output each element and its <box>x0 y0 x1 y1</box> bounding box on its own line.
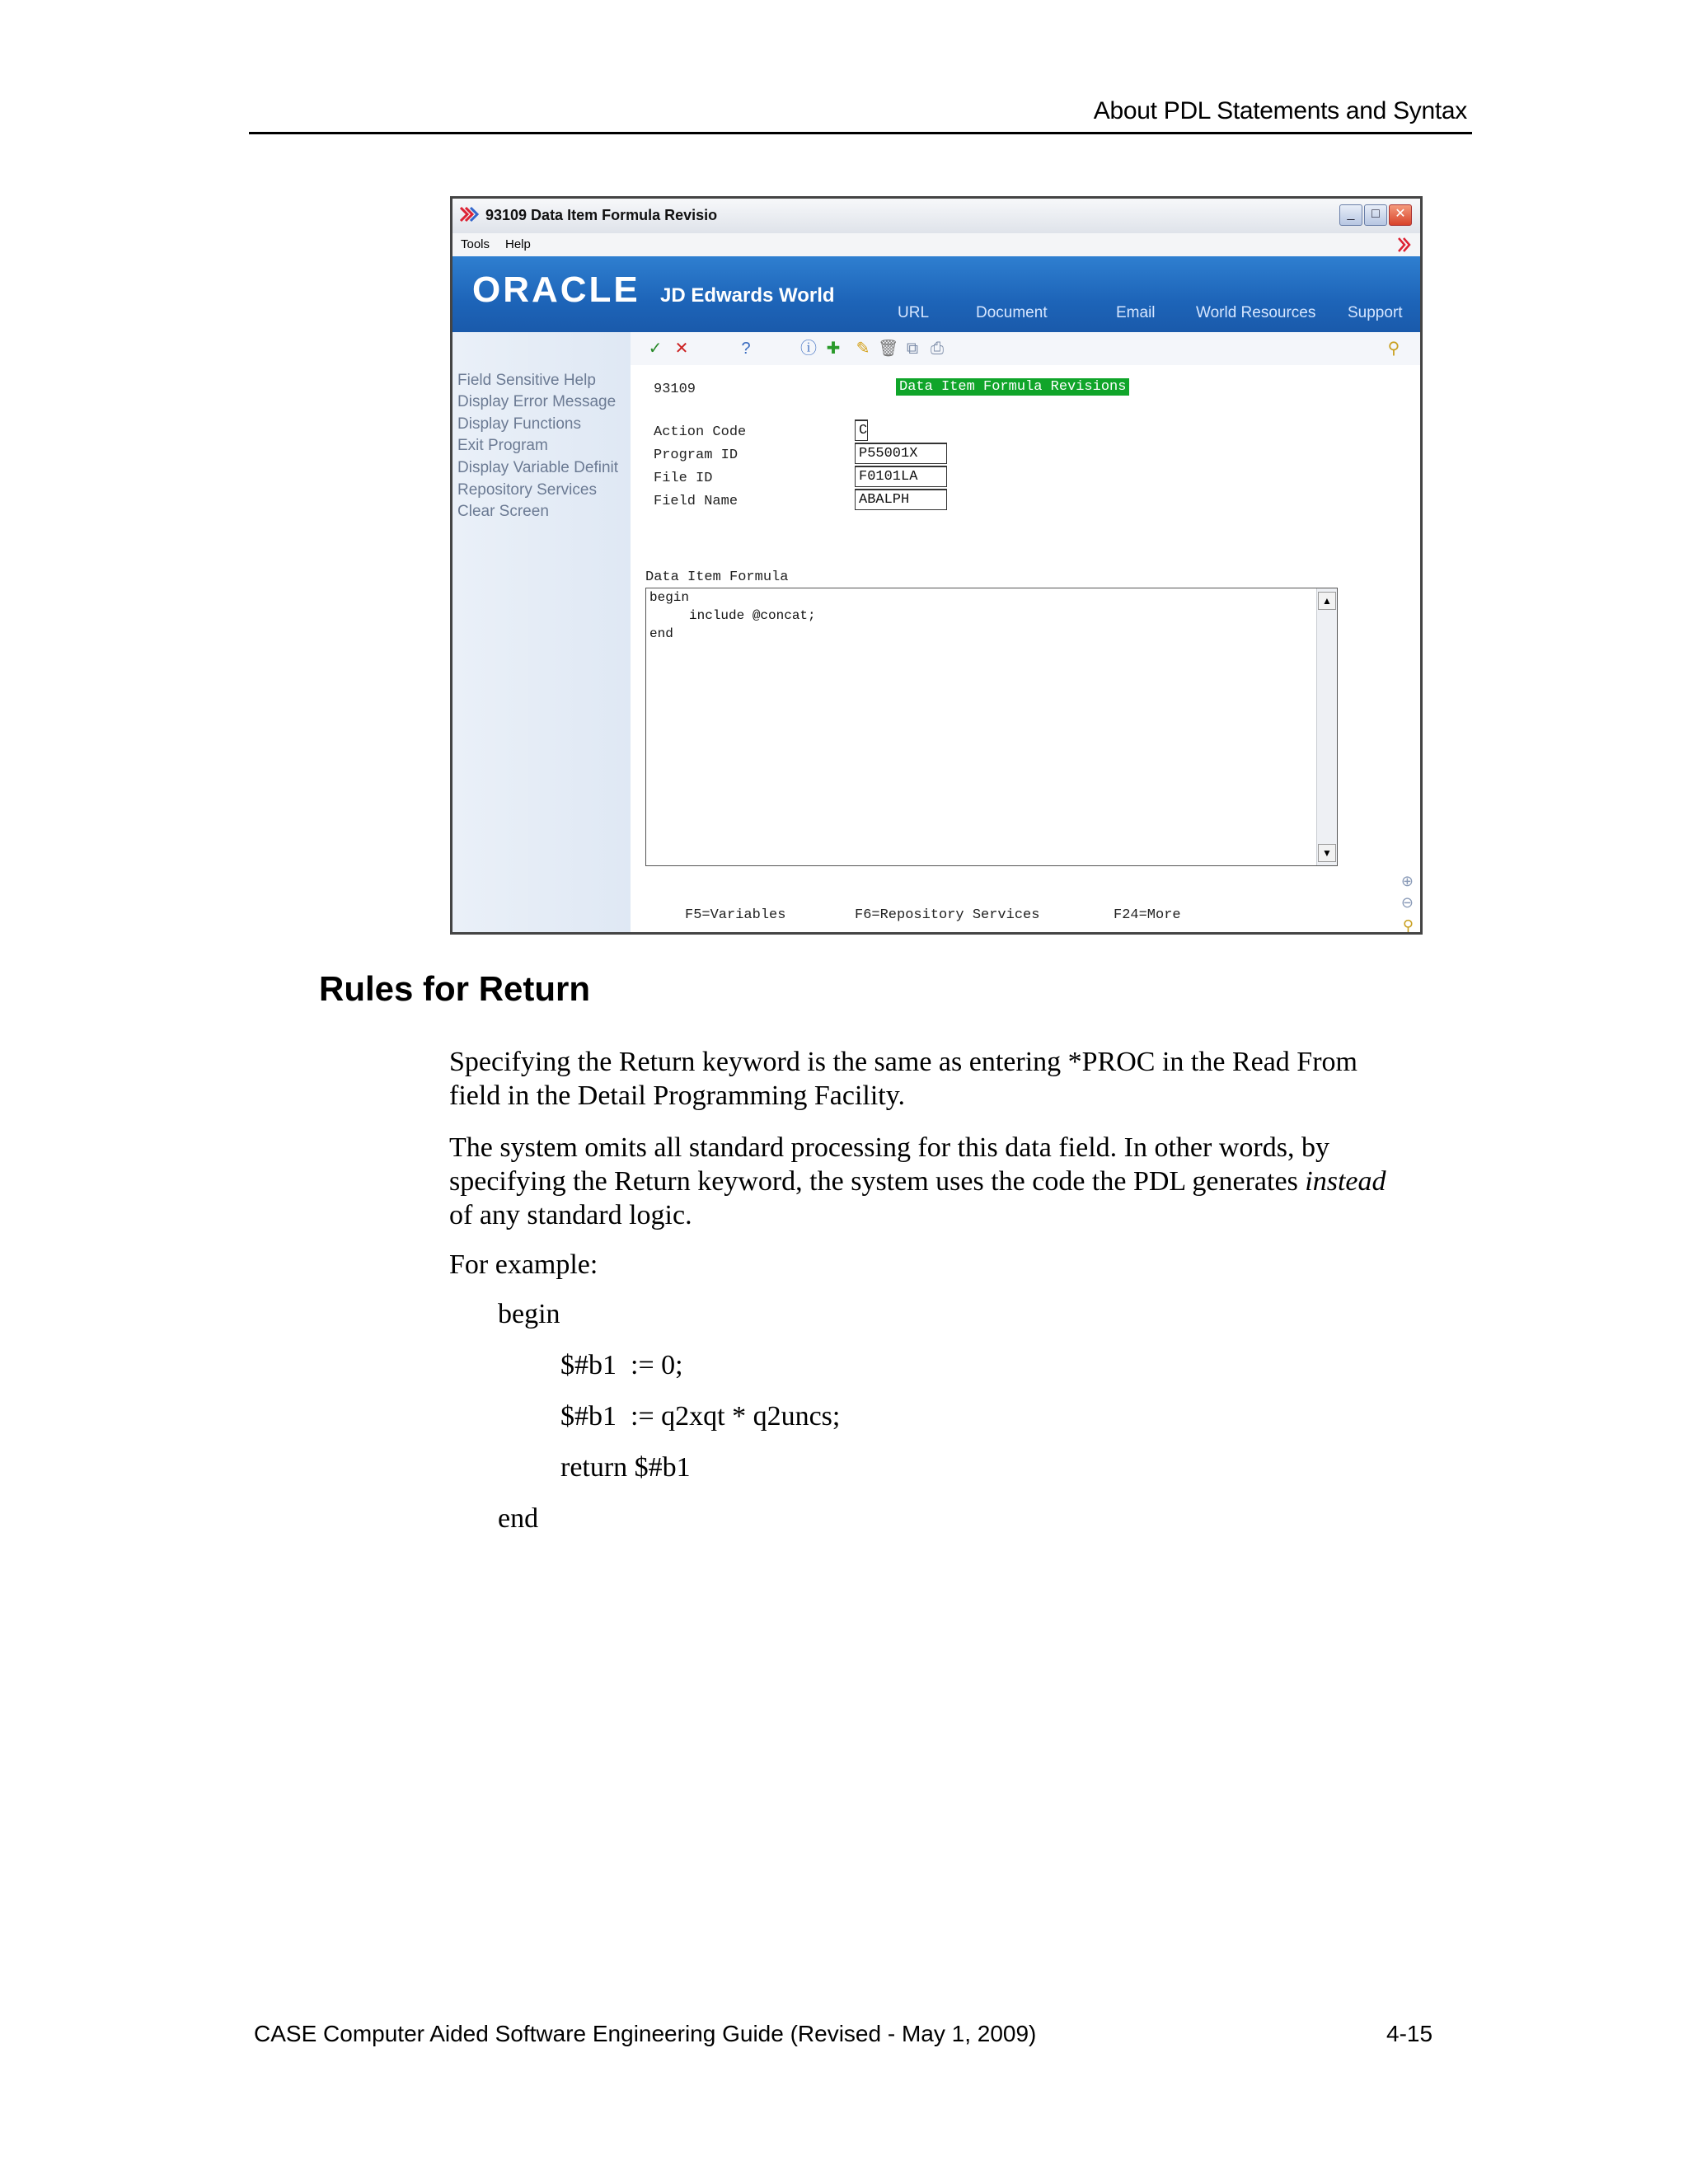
sidebar-item-display-error-message[interactable]: Display Error Message <box>457 393 617 410</box>
sidebar-item-display-variable[interactable]: Display Variable Definit <box>457 459 619 476</box>
help-icon[interactable]: ? <box>741 340 751 358</box>
copy-icon[interactable]: ⧉ <box>906 340 919 358</box>
sidebar-item-clear-screen[interactable]: Clear Screen <box>457 503 549 520</box>
paragraph-2-line-3: of any standard logic. <box>449 1200 692 1230</box>
delete-icon[interactable]: 🗑 <box>878 340 899 358</box>
sidebar-item-display-functions[interactable]: Display Functions <box>457 415 581 433</box>
code-line: begin <box>498 1299 560 1329</box>
page-header <box>249 97 1472 134</box>
scroll-up-icon[interactable]: ▲ <box>1318 592 1336 610</box>
code-line: return $#b1 <box>560 1452 691 1483</box>
menu-tools[interactable]: Tools <box>461 237 490 251</box>
field-name-label: Field Name <box>654 494 738 509</box>
menu-bar <box>452 233 1420 257</box>
window-title: 93109 Data Item Formula Revisio <box>485 207 718 223</box>
formula-scrollbar[interactable] <box>1316 588 1337 865</box>
header-title: About PDL Statements and Syntax <box>1093 97 1467 124</box>
oracle-brand: ORACLE <box>472 269 640 310</box>
form-content <box>631 365 1420 932</box>
sidebar-item-repository-services[interactable]: Repository Services <box>457 481 597 499</box>
program-id-label: Program ID <box>654 448 738 463</box>
add-icon[interactable]: ✚ <box>826 340 841 358</box>
print-icon[interactable]: ⎙ <box>931 340 944 358</box>
section-heading: Rules for Return <box>319 969 591 1008</box>
menu-help[interactable]: Help <box>505 237 531 251</box>
scroll-page-down-icon[interactable]: ⊖ <box>1400 894 1414 911</box>
minimize-button[interactable]: _ <box>1339 204 1362 226</box>
nav-document[interactable]: Document <box>976 304 1048 321</box>
ok-icon[interactable]: ✓ <box>648 340 663 358</box>
paragraph-2 <box>449 1131 1455 1232</box>
f24-more[interactable]: F24=More <box>1114 907 1181 923</box>
jde-logo-icon <box>459 204 479 226</box>
sidebar-item-field-sensitive-help[interactable]: Field Sensitive Help <box>457 372 596 389</box>
nav-world-resources[interactable]: World Resources <box>1196 304 1316 321</box>
code-line: $#b1 := 0; <box>560 1350 683 1380</box>
cancel-icon[interactable]: ✕ <box>674 340 689 358</box>
scroll-down-icon[interactable]: ▼ <box>1318 844 1336 862</box>
nav-support[interactable]: Support <box>1348 304 1403 321</box>
paragraph-1-line-1: Specifying the Return keyword is the same as entering *PROC in the Read From <box>449 1047 1357 1077</box>
scroll-page-up-icon[interactable]: ⊕ <box>1400 873 1414 889</box>
paragraph-1-line-2: field in the Detail Programming Facility. <box>449 1080 906 1111</box>
formula-line: end <box>649 626 673 641</box>
example-intro: For example: <box>449 1249 598 1280</box>
formula-line: include @concat; <box>649 608 816 623</box>
sidebar-item-exit-program[interactable]: Exit Program <box>457 437 548 454</box>
zoom-icon[interactable]: ⚲ <box>1402 917 1414 934</box>
info-icon[interactable]: ⓘ <box>800 340 817 358</box>
nav-url[interactable]: URL <box>898 304 930 321</box>
toolbar <box>634 335 1420 365</box>
file-id-label: File ID <box>654 471 713 486</box>
close-button[interactable]: ✕ <box>1389 204 1412 226</box>
f5-variables[interactable]: F5=Variables <box>685 907 786 923</box>
program-number: 93109 <box>654 382 696 397</box>
page-number: 4-15 <box>1386 2021 1433 2046</box>
paragraph-1 <box>449 1045 1455 1113</box>
window-titlebar <box>452 199 1420 234</box>
action-code-input[interactable]: C <box>855 419 868 441</box>
code-line: $#b1 := q2xqt * q2uncs; <box>560 1401 841 1432</box>
footer-title: CASE Computer Aided Software Engineering Guide (Revised - May 1, 2009) <box>254 2021 1037 2046</box>
formula-textarea[interactable] <box>645 588 1338 866</box>
nav-email[interactable]: Email <box>1116 304 1156 321</box>
sidebar <box>452 332 631 932</box>
paragraph-2-line-1: The system omits all standard processing for this data field. In other words, by <box>449 1132 1329 1163</box>
formula-line: begin <box>649 590 690 605</box>
jde-small-logo-icon <box>1397 236 1415 254</box>
program-id-input[interactable]: P55001X <box>855 443 947 464</box>
function-keys <box>631 907 1420 927</box>
oracle-banner <box>452 256 1420 332</box>
application-screenshot <box>450 196 1423 935</box>
code-line: end <box>498 1503 539 1534</box>
field-name-input[interactable]: ABALPH <box>855 489 947 510</box>
search-icon[interactable]: ⚲ <box>1387 340 1400 358</box>
edit-icon[interactable]: ✎ <box>856 340 870 358</box>
emphasis-instead: instead <box>1305 1166 1386 1197</box>
formula-label: Data Item Formula <box>645 569 789 585</box>
file-id-input[interactable]: F0101LA <box>855 466 947 487</box>
maximize-button[interactable]: □ <box>1364 204 1387 226</box>
action-code-label: Action Code <box>654 424 747 440</box>
f6-repository-services[interactable]: F6=Repository Services <box>855 907 1040 923</box>
paragraph-2-line-2: specifying the Return keyword, the system uses the code the PDL generates <box>449 1166 1306 1197</box>
screen-title: Data Item Formula Revisions <box>896 378 1129 396</box>
product-name: JD Edwards World <box>660 284 835 307</box>
